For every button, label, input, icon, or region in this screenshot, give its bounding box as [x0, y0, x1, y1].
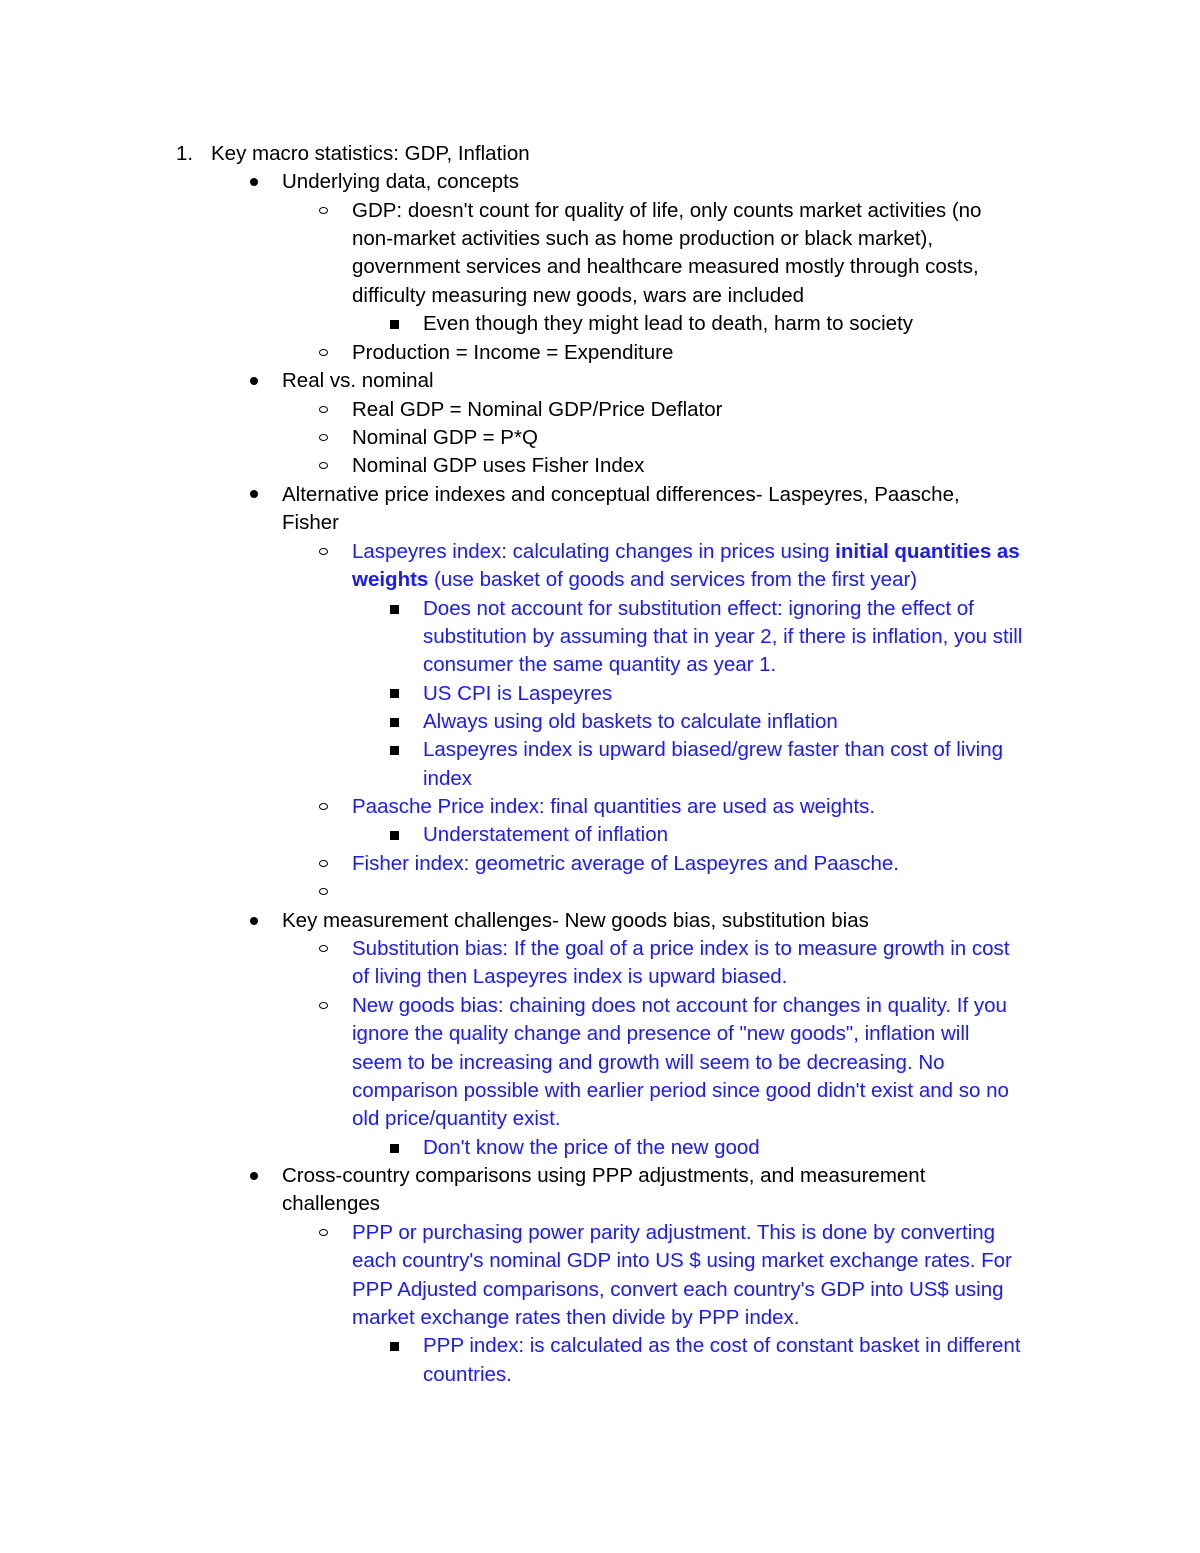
list-item-continuation: substitution by assuming that in year 2, if there is inflation, you still [423, 625, 1023, 648]
bullet-disc-icon [250, 917, 258, 925]
list-item: Alternative price indexes and conceptual differences- Laspeyres, Paasche, [282, 483, 960, 506]
bullet-disc-icon [250, 490, 258, 498]
list-item-continuation: each country's nominal GDP into US $ using market exchange rates. For [352, 1249, 1012, 1272]
list-item: Real GDP = Nominal GDP/Price Deflator [352, 398, 723, 421]
list-item: Paasche Price index: final quantities are used as weights. [352, 795, 876, 818]
text-run: (use basket of goods and services from the first year) [428, 568, 918, 591]
bullet-disc-icon [250, 1172, 258, 1180]
bullet-square-icon [390, 605, 399, 614]
list-item: Underlying data, concepts [282, 170, 520, 193]
list-item: Does not account for substitution effect: ignoring the effect of [423, 597, 974, 620]
bullet-circle-icon [319, 1229, 328, 1236]
bullet-square-icon [390, 320, 399, 329]
list-item: Fisher index: geometric average of Laspeyres and Paasche. [352, 852, 899, 875]
list-item: Cross-country comparisons using PPP adjustments, and measurement [282, 1164, 926, 1187]
bullet-square-icon [390, 1144, 399, 1153]
list-item-continuation: PPP Adjusted comparisons, convert each country's GDP into US$ using [352, 1278, 1004, 1301]
list-item: PPP or purchasing power parity adjustment. This is done by converting [352, 1221, 996, 1244]
bullet-circle-icon [319, 1002, 328, 1009]
list-item: Don't know the price of the new good [423, 1136, 760, 1159]
list-item: Substitution bias: If the goal of a price index is to measure growth in cost [352, 937, 1010, 960]
bullet-square-icon [390, 718, 399, 727]
list-item-continuation: seem to be increasing and growth will seem to be decreasing. No [352, 1051, 945, 1074]
list-item: GDP: doesn't count for quality of life, only counts market activities (no [352, 199, 982, 222]
list-item: Nominal GDP uses Fisher Index [352, 454, 645, 477]
list-item [352, 538, 1020, 566]
bullet-circle-icon [319, 434, 328, 441]
bullet-circle-icon [319, 945, 328, 952]
bullet-disc-icon [250, 178, 258, 186]
list-item: New goods bias: chaining does not account for changes in quality. If you [352, 994, 1007, 1017]
list-item-continuation: of living then Laspeyres index is upward biased. [352, 965, 788, 988]
text-run: Laspeyres index: calculating changes in prices using [352, 540, 836, 563]
list-number: 1. [176, 142, 194, 165]
list-item-continuation: government services and healthcare measured mostly through costs, [352, 255, 979, 278]
list-item: PPP index: is calculated as the cost of constant basket in different [423, 1334, 1021, 1357]
list-item-continuation: challenges [282, 1192, 381, 1215]
bullet-square-icon [390, 746, 399, 755]
bullet-circle-icon [319, 406, 328, 413]
bold-text-run: initial quantities as [835, 540, 1020, 563]
list-item-continuation: index [423, 767, 473, 790]
list-item-continuation: countries. [423, 1363, 512, 1386]
list-item: Even though they might lead to death, harm to society [423, 312, 914, 335]
list-item: Nominal GDP = P*Q [352, 426, 538, 449]
heading-item: Key macro statistics: GDP, Inflation [211, 142, 530, 165]
list-item-continuation: ignore the quality change and presence of "new goods", inflation will [352, 1022, 970, 1045]
bullet-circle-icon [319, 349, 328, 356]
list-item-continuation: Fisher [282, 511, 339, 534]
bullet-circle-icon [319, 207, 328, 214]
bullet-circle-icon [319, 888, 328, 895]
bullet-circle-icon [319, 860, 328, 867]
bullet-circle-icon [319, 462, 328, 469]
list-item: Key measurement challenges- New goods bias, substitution bias [282, 909, 869, 932]
list-item-continuation: old price/quantity exist. [352, 1107, 561, 1130]
list-item-continuation: comparison possible with earlier period since good didn't exist and so no [352, 1079, 1009, 1102]
list-item-continuation: market exchange rates then divide by PPP index. [352, 1306, 800, 1329]
list-item-continuation: consumer the same quantity as year 1. [423, 653, 777, 676]
list-item: Production = Income = Expenditure [352, 341, 674, 364]
list-item: Laspeyres index is upward biased/grew faster than cost of living [423, 738, 1004, 761]
list-item: Real vs. nominal [282, 369, 434, 392]
bullet-square-icon [390, 1342, 399, 1351]
list-item: Always using old baskets to calculate inflation [423, 710, 838, 733]
bullet-square-icon [390, 831, 399, 840]
list-item-continuation: difficulty measuring new goods, wars are included [352, 284, 805, 307]
bullet-circle-icon [319, 803, 328, 810]
list-item-continuation [352, 566, 917, 594]
list-item: Understatement of inflation [423, 823, 668, 846]
list-item: US CPI is Laspeyres [423, 682, 613, 705]
bold-text-run: weights [352, 568, 429, 591]
bullet-square-icon [390, 689, 399, 698]
bullet-circle-icon [319, 548, 328, 555]
list-item-continuation: non-market activities such as home production or black market), [352, 227, 934, 250]
bullet-disc-icon [250, 377, 258, 385]
